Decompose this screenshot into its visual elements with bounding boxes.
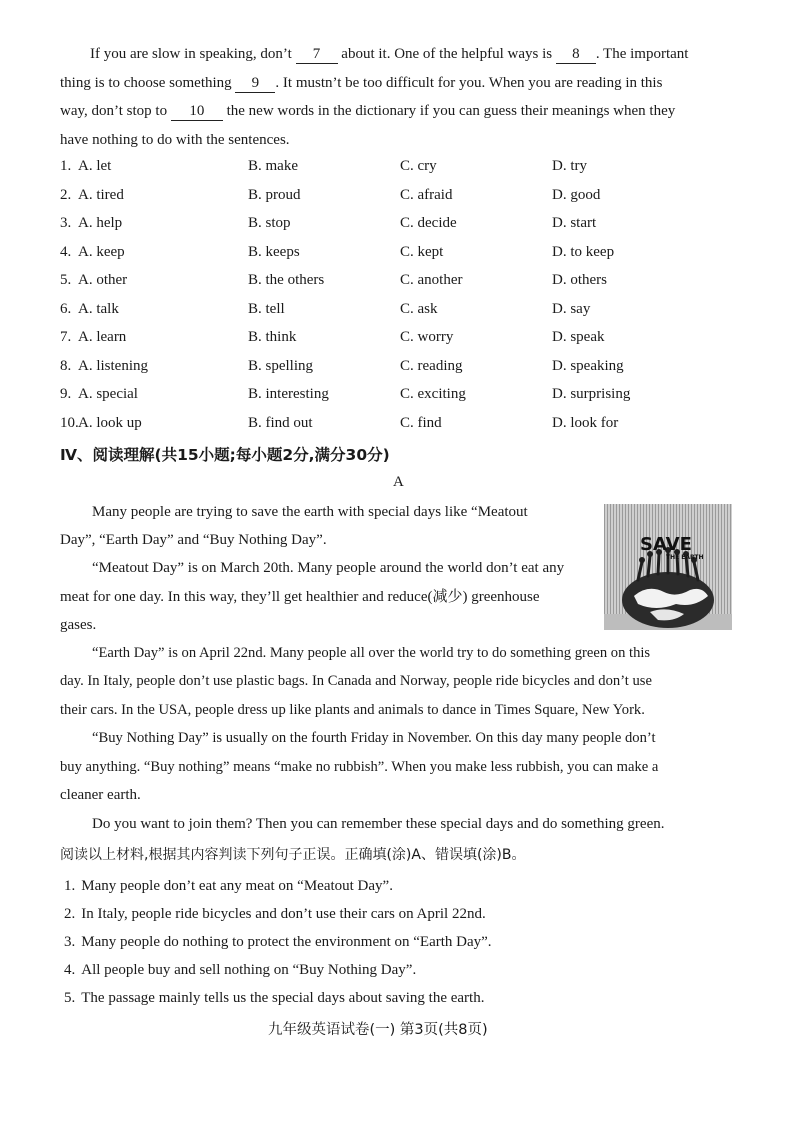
tf-question [64, 900, 486, 929]
earth-illustration [604, 504, 732, 630]
question-number: 4. [64, 962, 76, 978]
blank-8[interactable]: 8 [556, 45, 596, 64]
instruction: 阅读以上材料,根据其内容判读下列句子正误。正确填(涂)A、错误填(涂)B。 [60, 847, 526, 863]
option-a[interactable]: A. learn [78, 329, 127, 345]
question-number: 2. [64, 906, 76, 922]
option-a[interactable]: A. keep [78, 243, 125, 260]
blank-10[interactable]: 10 [171, 102, 223, 121]
question-text: The passage mainly tells us the special days about saving the earth. [81, 990, 485, 1006]
option-c[interactable]: C. reading [400, 357, 463, 374]
option-c[interactable]: C. decide [400, 215, 457, 231]
option-b[interactable]: B. proud [248, 186, 301, 203]
option-d[interactable]: D. good [552, 186, 601, 203]
option-a[interactable]: A. talk [78, 300, 119, 317]
passage-line: gases. [60, 617, 97, 633]
option-c[interactable]: C. kept [400, 243, 444, 260]
option-b[interactable]: B. think [248, 329, 297, 345]
option-a[interactable]: A. tired [78, 186, 124, 203]
option-c[interactable]: C. find [400, 414, 442, 431]
question-text: In Italy, people ride bicycles and don’t use their cars on April 22nd. [81, 906, 486, 922]
option-number: 10. [60, 414, 79, 431]
option-d[interactable]: D. speak [552, 329, 605, 345]
question-number: 1. [64, 878, 76, 894]
option-b[interactable]: B. tell [248, 300, 285, 317]
option-c[interactable]: C. exciting [400, 386, 466, 402]
option-b[interactable]: B. the others [248, 272, 325, 288]
option-c[interactable]: C. ask [400, 300, 438, 317]
tf-question [64, 956, 416, 985]
passage-line: buy anything. “Buy nothing” means “make no rubbish”. When you make less rubbish, you can make a [60, 759, 659, 775]
option-a[interactable]: A. special [78, 386, 138, 402]
section-heading: Ⅳ、阅读理解(共15小题;每小题2分,满分30分) [60, 446, 390, 464]
passage-line: Do you want to join them? Then you can remember these special days and do something green. [92, 816, 665, 832]
option-number: 2. [60, 186, 72, 203]
cloze-line-3: way, don’t stop to 10 the new words in the dictionary if you can guess their meanings when they [60, 103, 676, 119]
passage-line: meat for one day. In this way, they’ll get healthier and reduce(减少) greenhouse [60, 589, 540, 605]
option-d[interactable]: D. speaking [552, 357, 624, 374]
cloze-line-1: If you are slow in speaking, don’t 7 about it. One of the helpful ways is 8 . The important [90, 46, 689, 62]
option-number: 9. [60, 386, 72, 402]
option-d[interactable]: D. say [552, 300, 591, 317]
option-number: 3. [60, 215, 72, 231]
passage-line: Day”, “Earth Day” and “Buy Nothing Day”. [60, 532, 327, 548]
question-text: Many people do nothing to protect the environment on “Earth Day”. [81, 934, 492, 950]
option-a[interactable]: A. help [78, 215, 123, 231]
passage-line: day. In Italy, people don’t use plastic bags. In Canada and Norway, people ride bicycles and don’t use [60, 673, 652, 689]
image-subtitle: THE EARTH [666, 554, 704, 561]
tf-question [64, 872, 393, 901]
option-number: 5. [60, 272, 72, 288]
option-b[interactable]: B. find out [248, 414, 313, 431]
option-a[interactable]: A. listening [78, 357, 148, 374]
tf-question [64, 984, 484, 1013]
option-b[interactable]: B. keeps [248, 243, 300, 260]
image-title: SAVE [640, 534, 692, 555]
option-number: 1. [60, 158, 72, 174]
question-text: All people buy and sell nothing on “Buy Nothing Day”. [81, 962, 417, 978]
option-number: 6. [60, 300, 72, 317]
option-number: 7. [60, 329, 72, 345]
passage-line: Many people are trying to save the earth with special days like “Meatout [92, 504, 528, 520]
option-d[interactable]: D. to keep [552, 243, 615, 260]
option-c[interactable]: C. cry [400, 158, 437, 174]
passage-line: their cars. In the USA, people dress up like plants and animals to dance in Times Square, New York. [60, 702, 645, 718]
blank-9[interactable]: 9 [235, 74, 275, 93]
tf-question [64, 928, 492, 957]
question-number: 3. [64, 934, 76, 950]
option-d[interactable]: D. others [552, 272, 607, 288]
part-label: A [393, 474, 404, 490]
question-number: 5. [64, 990, 76, 1006]
option-d[interactable]: D. try [552, 158, 587, 174]
option-c[interactable]: C. worry [400, 329, 454, 345]
option-c[interactable]: C. another [400, 272, 463, 288]
save-the-earth-image [604, 504, 732, 630]
option-a[interactable]: A. other [78, 272, 128, 288]
option-c[interactable]: C. afraid [400, 186, 453, 203]
blank-7[interactable]: 7 [296, 45, 338, 64]
passage-line: cleaner earth. [60, 787, 141, 803]
option-b[interactable]: B. stop [248, 215, 291, 231]
passage-line: “Buy Nothing Day” is usually on the fourth Friday in November. On this day many people don’t [92, 730, 656, 746]
passage-line: “Meatout Day” is on March 20th. Many people around the world don’t eat any [92, 560, 565, 576]
cloze-line-4: have nothing to do with the sentences. [60, 132, 290, 148]
option-a[interactable]: A. look up [78, 414, 142, 431]
option-number: 8. [60, 357, 72, 374]
option-b[interactable]: B. spelling [248, 357, 314, 374]
option-d[interactable]: D. look for [552, 414, 619, 431]
option-d[interactable]: D. surprising [552, 386, 631, 402]
question-text: Many people don’t eat any meat on “Meatout Day”. [81, 878, 393, 894]
option-a[interactable]: A. let [78, 158, 112, 174]
option-number: 4. [60, 243, 72, 260]
option-b[interactable]: B. make [248, 158, 298, 174]
passage-line: “Earth Day” is on April 22nd. Many people all over the world try to do something green on this [92, 645, 651, 661]
option-b[interactable]: B. interesting [248, 386, 329, 402]
cloze-line-2: thing is to choose something 9 . It mustn’t be too difficult for you. When you are reading in this [60, 75, 663, 91]
option-d[interactable]: D. start [552, 215, 597, 231]
page-footer: 九年级英语试卷(一) 第3页(共8页) [268, 1022, 488, 1038]
